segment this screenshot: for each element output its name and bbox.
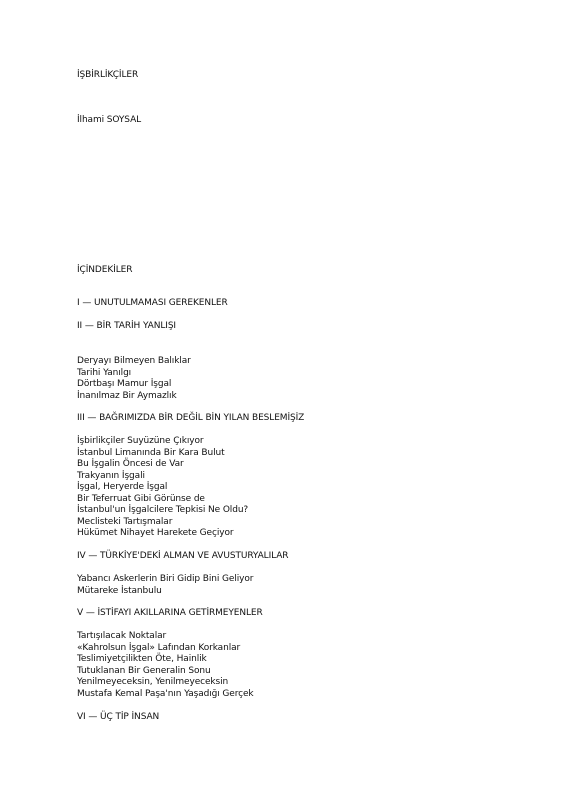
toc-section-title: II — BİR TARİH YANLIŞI [77, 321, 176, 331]
toc-section-title: IV — TÜRKİYE'DEKİ ALMAN VE AVUSTURYALILAR [77, 551, 289, 561]
toc-item: Mustafa Kemal Paşa'nın Yaşadığı Gerçek [77, 688, 254, 699]
toc-item: İstanbul Limanında Bir Kara Bulut [77, 447, 225, 458]
toc-item: Deryayı Bilmeyen Balıklar [77, 356, 191, 366]
toc-item: Bu İşgalin Öncesi de Var [77, 459, 184, 469]
toc-section-title: I — UNUTULMAMASI GEREKENLER [77, 298, 228, 308]
toc-item: Teslimiyetçilikten Öte, Hainlik [77, 654, 207, 664]
toc-item: Trakyanın İşgali [77, 470, 145, 481]
toc-item: Meclisteki Tartışmalar [77, 516, 173, 527]
toc-item: Mütareke İstanbulu [77, 585, 162, 596]
toc-item: İşgal, Heryerde İşgal [77, 482, 168, 492]
toc-heading: İÇİNDEKİLER [77, 265, 133, 275]
toc-item: «Kahrolsun İşgal» Lafından Korkanlar [77, 642, 241, 653]
toc-item: İşbirlikçiler Suyüzüne Çıkıyor [77, 436, 204, 446]
toc-item: Bir Teferruat Gibi Görünse de [77, 493, 205, 504]
book-author: İlhami SOYSAL [77, 115, 142, 125]
toc-section-title: V — İSTİFAYI AKILLARINA GETİRMEYENLER [77, 608, 263, 618]
toc-section-items [77, 356, 191, 402]
toc-section-title: III — BAĞRIMIZDA BİR DEĞİL BİN YILAN BESLEMİŞİZ [77, 413, 305, 423]
toc-item: Yabancı Askerlerin Biri Gidip Bini Geliyor [77, 574, 254, 584]
toc-item: Yenilmeyeceksin, Yenilmeyeceksin [77, 677, 229, 687]
toc-item: Tartışılacak Noktalar [77, 631, 167, 641]
toc-section-items [77, 436, 248, 540]
book-title: İŞBİRLİKÇİLER [77, 70, 139, 80]
toc-section-items [77, 631, 254, 700]
toc-item: Tutuklanan Bir Generalin Sonu [77, 665, 211, 676]
toc-section-title: VI — ÜÇ TİP İNSAN [77, 712, 160, 722]
toc-item: Dörtbaşı Mamur İşgal [77, 379, 172, 389]
toc-item: Tarihi Yanılgı [77, 367, 132, 378]
toc-item: Hükümet Nihayet Harekete Geçiyor [77, 528, 234, 538]
toc-item: İnanılmaz Bir Aymazlık [77, 390, 177, 401]
toc-section-items [77, 574, 253, 597]
toc-item: İstanbul'un İşgalcilere Tepkisi Ne Oldu? [77, 505, 249, 515]
